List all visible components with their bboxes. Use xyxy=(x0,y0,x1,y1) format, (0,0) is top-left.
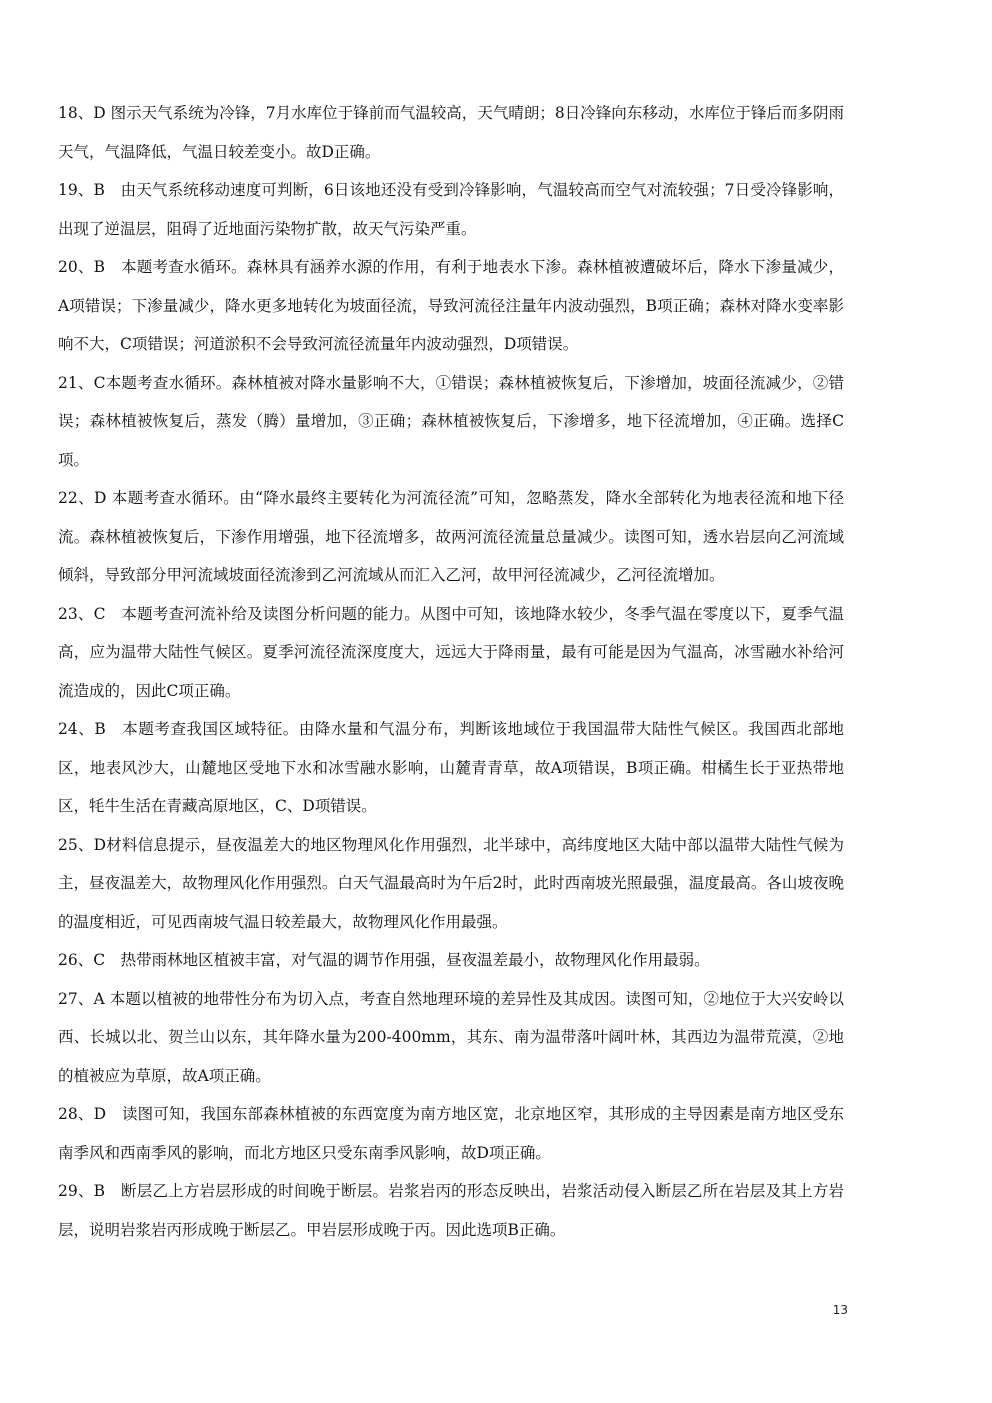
answer-23: 23、C 本题考查河流补给及读图分析问题的能力。从图中可知，该地降水较少，冬季气温在零度以下，夏季气温高，应为温带大陆性气候区。夏季河流径流深度度大，远远大于降雨量，最有可能是因为气温高，冰雪融水补给河流造成的，因此C项正确。 xyxy=(58,604,844,700)
answer-18: 18、D 图示天气系统为冷锋，7月水库位于锋前而气温较高，天气晴朗；8日冷锋向东移动，水库位于锋后而多阴雨天气，气温降低，气温日较差变小。故D正确。 xyxy=(58,104,844,161)
answer-28: 28、D 读图可知，我国东部森林植被的东西宽度为南方地区宽，北京地区窄，其形成的主导因素是南方地区受东南季风和西南季风的影响，而北方地区只受东南季风影响，故D项正确。 xyxy=(58,1105,844,1162)
page-number: 13 xyxy=(832,1303,848,1317)
answer-list xyxy=(58,94,844,1249)
answer-29: 29、B 断层乙上方岩层形成的时间晚于断层。岩浆岩丙的形态反映出，岩浆活动侵入断层乙所在岩层及其上方岩层，说明岩浆岩丙形成晚于断层乙。甲岩层形成晚于丙。因此选项B正确。 xyxy=(58,1182,844,1239)
answer-21: 21、C本题考查水循环。森林植被对降水量影响不大，①错误；森林植被恢复后，下渗增加，坡面径流减少，②错误；森林植被恢复后，蒸发（腾）量增加，③正确；森林植被恢复后，下渗增多，地下径流增加，④正确。选择C项。 xyxy=(58,373,844,469)
answer-25: 25、D材料信息提示，昼夜温差大的地区物理风化作用强烈，北半球中，高纬度地区大陆中部以温带大陆性气候为主，昼夜温差大，故物理风化作用强烈。白天气温最高时为午后2时，此时西南坡光照最强，温度最高。各山坡夜晚的温度相近，可见西南坡气温日较差最大，故物理风化作用最强。 xyxy=(58,835,844,931)
answer-27: 27、A 本题以植被的地带性分布为切入点，考查自然地理环境的差异性及其成因。读图可知，②地位于大兴安岭以西、长城以北、贺兰山以东，其年降水量为200-400mm，其东、南为温带落叶阔叶林，其西边为温带荒漠，②地的植被应为草原，故A项正确。 xyxy=(58,989,844,1085)
answer-24: 24、B 本题考查我国区域特征。由降水量和气温分布，判断该地域位于我国温带大陆性气候区。我国西北部地区，地表风沙大，山麓地区受地下水和冰雪融水影响，山麓青青草，故A项错误，B项正确。柑橘生长于亚热带地区，牦牛生活在青藏高原地区，C、D项错误。 xyxy=(58,720,844,815)
answer-22: 22、D 本题考查水循环。由“降水最终主要转化为河流径流”可知，忽略蒸发，降水全部转化为地表径流和地下径流。森林植被恢复后，下渗作用增强，地下径流增多，故两河流径流量总量减少。读图可知，透水岩层向乙河流域倾斜，导致部分甲河流域坡面径流渗到乙河流域从而汇入乙河，故甲河径流减少，乙河径流增加。 xyxy=(58,489,844,584)
answer-26: 26、C 热带雨林地区植被丰富，对气温的调节作用强，昼夜温差最小，故物理风化作用最弱。 xyxy=(58,951,710,969)
answer-20: 20、B 本题考查水循环。森林具有涵养水源的作用，有利于地表水下渗。森林植被遭破坏后，降水下渗量减少，A项错误；下渗量减少，降水更多地转化为坡面径流，导致河流径注量年内波动强烈，B项正确；森林对降水变率影响不大，C项错误；河道淤积不会导致河流径流量年内波动强烈，D项错误。 xyxy=(58,258,844,353)
answer-19: 19、B 由天气系统移动速度可判断，6日该地还没有受到冷锋影响，气温较高而空气对流较强；7日受冷锋影响，出现了逆温层，阻碍了近地面污染物扩散，故天气污染严重。 xyxy=(58,181,844,238)
